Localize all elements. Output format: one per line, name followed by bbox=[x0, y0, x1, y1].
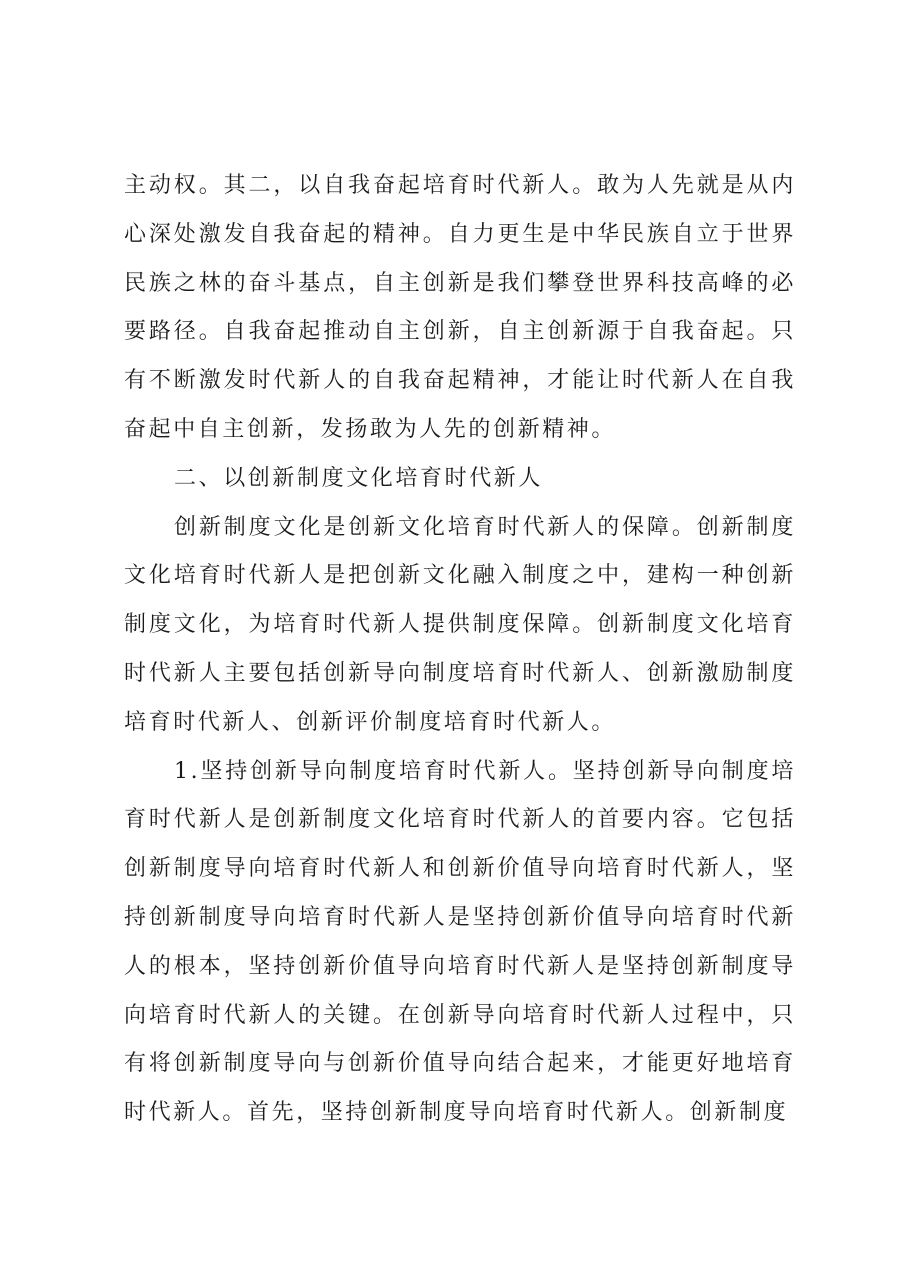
paragraph-continuation: 主动权。其二，以自我奋起培育时代新人。敢为人先就是从内心深处激发自我奋起的精神。自力更生是中华民族自立于世界民族之林的奋斗基点，自主创新是我们攀登世界科技高峰的必要路径。自我奋起推动自主创新，自主创新源于自我奋起。只有不断激发时代新人的自我奋起精神，才能让时代新人在自我奋起中自主创新，发扬敢为人先的创新精神。 bbox=[124, 173, 796, 442]
paragraph-intro: 创新制度文化是创新文化培育时代新人的保障。创新制度文化培育时代新人是把创新文化融入制度之中，建构一种创新制度文化，为培育时代新人提供制度保障。创新制度文化培育时代新人主要包括创新导向制度培育时代新人、创新激励制度培育时代新人、创新评价制度培育时代新人。 bbox=[124, 514, 796, 735]
paragraph-item-1: 1.坚持创新导向制度培育时代新人。坚持创新导向制度培育时代新人是创新制度文化培育时代新人的首要内容。它包括创新制度导向培育时代新人和创新价值导向培育时代新人，坚持创新制度导向培育时代新人是坚持创新价值导向培育时代新人的根本，坚持创新价值导向培育时代新人是坚持创新制度导向培育时代新人的关键。在创新导向培育时代新人过程中，只有将创新制度导向与创新价值导向结合起来，才能更好地培育时代新人。首先，坚持创新制度导向培育时代新人。创新制度 bbox=[124, 758, 796, 1126]
document-body bbox=[124, 162, 796, 1138]
section-heading: 二、以创新制度文化培育时代新人 bbox=[174, 465, 544, 491]
